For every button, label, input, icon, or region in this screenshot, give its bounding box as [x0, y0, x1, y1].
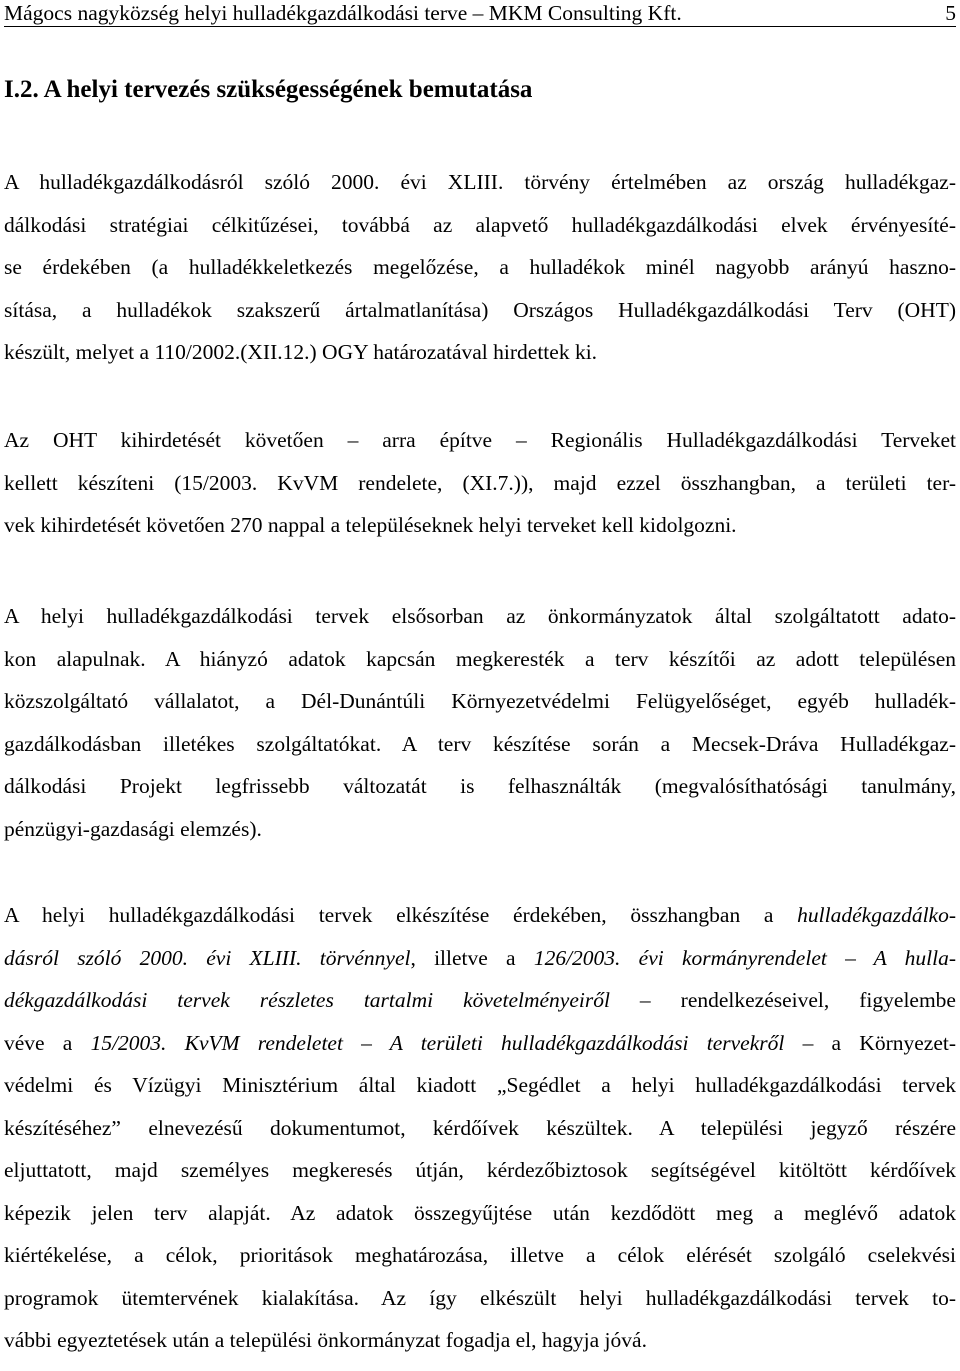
paragraph-line: A hulladékgazdálkodásról szóló 2000. évi XLIII. törvény értelmében az ország hulladékgaz-	[4, 170, 956, 194]
paragraph-1	[4, 161, 956, 374]
paragraph-line: A helyi hulladékgazdálkodási tervek elsősorban az önkormányzatok által szolgáltatott adato-	[4, 604, 956, 628]
paragraph-line	[4, 979, 956, 1022]
paragraph-line: se érdekében (a hulladékkeletkezés megelőzése, a hulladékok minél nagyobb arányú haszno-	[4, 255, 956, 279]
paragraph-line	[4, 1234, 956, 1277]
italic-text: dásról szóló 2000. évi XLIII. törvénnyel	[4, 945, 411, 970]
text-run: vábbi egyeztetések után a települési önkormányzat fogadja el, hagyja jóvá.	[4, 1328, 647, 1352]
paragraph-line	[4, 1149, 956, 1192]
text-run: véve a	[4, 1030, 91, 1055]
paragraph-line	[4, 1107, 956, 1150]
paragraph-3	[4, 595, 956, 850]
text-run: – rendelkezéseivel, figyelembe	[609, 988, 956, 1012]
italic-text: dékgazdálkodási tervek részletes tartalmi követelményeiről	[4, 988, 610, 1012]
paragraph-line: közszolgáltató vállalatot, a Dél-Dunántúli Környezetvédelmi Felügyelőséget, egyéb hulladék-	[4, 689, 956, 713]
paragraph-line	[4, 1277, 956, 1320]
paragraph-line	[4, 1192, 956, 1235]
page-number: 5	[945, 1, 956, 25]
italic-text: 15/2003. KvVM rendeletet – A területi hulladékgazdálkodási tervekről	[90, 1030, 785, 1055]
paragraph-2	[4, 419, 956, 547]
paragraph-line	[4, 1319, 956, 1362]
paragraph-4	[4, 894, 956, 1362]
header-title: Mágocs nagyközség helyi hulladékgazdálkodási terve – MKM Consulting Kft.	[4, 1, 682, 25]
page-header	[4, 0, 956, 27]
text-run: , illetve a	[410, 945, 534, 970]
paragraph-line: gazdálkodásban illetékes szolgáltatókat. A terv készítése során a Mecsek-Dráva Hulladékgaz-	[4, 731, 956, 756]
italic-text: hulladékgazdálko-	[797, 903, 956, 927]
italic-text: 126/2003. évi kormányrendelet – A hulla-	[533, 945, 956, 970]
paragraph-line	[4, 937, 956, 980]
paragraph-line	[4, 1022, 956, 1065]
text-run: programok ütemtervének kialakítása. Az így elkészült helyi hulladékgazdálkodási tervek to-	[4, 1285, 956, 1310]
paragraph-line: kon alapulnak. A hiányzó adatok kapcsán megkeresték a terv készítői az adott településen	[4, 646, 956, 671]
paragraph-line	[4, 894, 956, 937]
text-run: A helyi hulladékgazdálkodási tervek elkészítése érdekében, összhangban a	[4, 903, 798, 927]
paragraph-line: készült, melyet a 110/2002.(XII.12.) OGY határozatával hirdettek ki.	[4, 340, 598, 364]
paragraph-line: kellett készíteni (15/2003. KvVM rendelete, (XI.7.)), majd ezzel összhangban, a területi ter-	[4, 470, 956, 495]
text-run: készítéséhez” elnevezésű dokumentumot, kérdőívek készültek. A települési jegyző részére	[4, 1115, 956, 1140]
paragraph-line	[4, 1064, 956, 1107]
text-run: védelmi és Vízügyi Minisztérium által kiadott „Segédlet a helyi hulladékgazdálkodási tervek	[4, 1073, 956, 1097]
text-run: kiértékelése, a célok, prioritások meghatározása, illetve a célok elérését szolgáló cselekvési	[4, 1243, 956, 1267]
paragraph-line: Az OHT kihirdetését követően – arra építve – Regionális Hulladékgazdálkodási Terveket	[4, 428, 956, 452]
text-run: eljuttatott, majd személyes megkeresés útján, kérdezőbiztosok segítségével kitöltött kérdőívek	[4, 1158, 956, 1182]
text-run: – a Környezet-	[784, 1030, 957, 1055]
paragraph-line: vek kihirdetését követően 270 nappal a településeknek helyi terveket kell kidolgozni.	[4, 513, 737, 537]
text-run: képezik jelen terv alapját. Az adatok összegyűjtése után kezdődött meg a meglévő adatok	[4, 1200, 956, 1225]
paragraph-line: dálkodási stratégiai célkitűzései, továbbá az alapvető hulladékgazdálkodási elvek érvényesíté-	[4, 212, 956, 237]
paragraph-line: sítása, a hulladékok szakszerű ártalmatlanítása) Országos Hulladékgazdálkodási Terv (OHT)	[4, 297, 956, 322]
paragraph-line: pénzügyi-gazdasági elemzés).	[4, 816, 262, 841]
section-heading: I.2. A helyi tervezés szükségességének bemutatása	[4, 76, 533, 103]
paragraph-line: dálkodási Projekt legfrissebb változatát is felhasználták (megvalósíthatósági tanulmány,	[4, 774, 956, 798]
